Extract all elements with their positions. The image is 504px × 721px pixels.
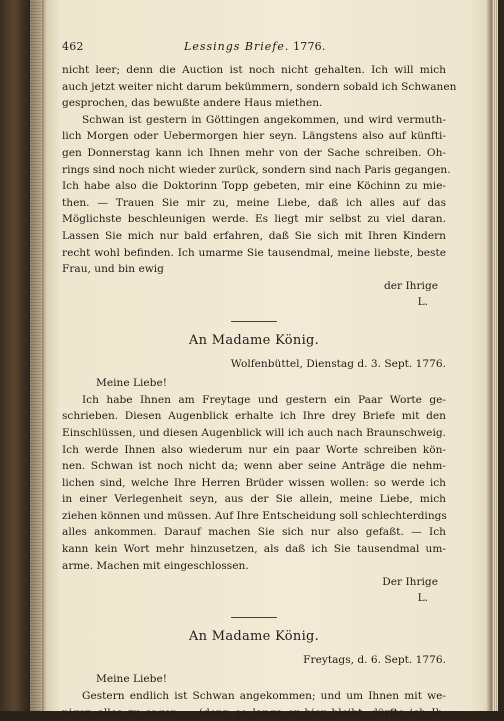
section-divider (231, 617, 277, 618)
text-line: arme. Machen mit eingeschlossen. (62, 559, 249, 572)
text-line: rings sind noch nicht wieder zurück, sondern sind nach Paris gegangen. (62, 163, 451, 176)
text-line: auch jetzt weiter nicht darum bekümmern, sondern sobald ich Schwanen (62, 80, 457, 93)
letter-heading: An Madame König. (188, 629, 320, 645)
letter-1-text (62, 62, 457, 278)
book-page (62, 40, 457, 719)
text-line: nen. Schwan ist noch nicht da; wenn aber seine Anträge die nehm- (62, 460, 446, 473)
signature-initial: L. (417, 592, 428, 605)
text-line: Möglichste beschleunigen werde. Es liegt mir selbst zu viel daran. (62, 213, 446, 226)
letter-3-text (62, 688, 446, 721)
text-line: nigen alles zu sagen — (denn so lange er hier bleibt, dürfte ich Ih- (62, 706, 446, 719)
text-line: gesprochen, das bewußte andere Haus miethen. (62, 97, 323, 110)
text-line: lichen sind, welche Ihre Herren Brüder wissen wollen: so werde ich (62, 476, 446, 489)
dateline: Wolfenbüttel, Dienstag d. 3. Sept. 1776. (230, 357, 446, 370)
text-line: in einer Verlegenheit seyn, aus der Sie allein, meine Liebe, mich (62, 493, 446, 506)
section-divider (231, 321, 277, 322)
signature-initial: L. (417, 295, 428, 308)
text-line: then. — Trauen Sie mir zu, meine Liebe, daß ich alles auf das (62, 196, 446, 209)
text-line: Frau, und bin ewig (62, 263, 164, 276)
text-line: Ich habe Ihnen am Freytage und gestern ein Paar Worte ge- (82, 393, 446, 406)
text-line: Schwan ist gestern in Göttingen angekommen, und wird vermuth- (82, 113, 446, 126)
running-title (184, 40, 326, 53)
dateline: Freytags, d. 6. Sept. 1776. (303, 654, 446, 667)
page-edge (492, 0, 498, 711)
text-line: alles ankommen. Darauf machen Sie sich nur also gefaßt. — Ich (62, 526, 446, 539)
text-line: recht wohl befinden. Ich umarme Sie tausendmal, meine liebste, beste (62, 246, 446, 259)
text-line: kann kein Wort mehr hinzusetzen, als daß ich Sie tausendmal um- (62, 543, 446, 556)
text-line: Einschlüssen, und diesen Augenblick will ich auch nach Braunschweig. (62, 426, 446, 439)
text-line: Lassen Sie mich nur bald erfahren, daß Sie sich mit Ihren Kindern (62, 229, 446, 242)
text-line: ziehen können und müssen. Auf Ihre Entscheidung soll schlechterdings (62, 509, 447, 522)
closing: Der Ihrige (382, 576, 438, 589)
book-spine-edge (30, 0, 42, 711)
salutation: Meine Liebe! (96, 376, 167, 389)
running-head (62, 40, 446, 62)
text-line: schrieben. Diesen Augenblick erhalte ich Ihre drey Briefe mit den (62, 410, 446, 423)
book-title: Lessings Briefe. (184, 40, 290, 53)
text-line: Gestern endlich ist Schwan angekommen; und um Ihnen mit we- (82, 690, 446, 703)
closing: der Ihrige (384, 279, 438, 292)
letter-2-text (62, 392, 446, 575)
text-line: lich Morgen oder Uebermorgen hier seyn. Längstens also auf künfti- (62, 130, 446, 143)
text-line: Ich werde Ihnen also wiederum nur ein paar Worte schreiben kön- (62, 443, 446, 456)
text-line: Ich habe also die Doktorinn Topp gebeten, mir eine Köchinn zu mie- (62, 180, 446, 193)
salutation: Meine Liebe! (96, 673, 167, 686)
letter-heading: An Madame König. (188, 332, 320, 348)
text-line: nicht leer; denn die Auction ist noch nicht gehalten. Ich will mich (62, 64, 446, 76)
page-number: 462 (62, 40, 84, 53)
text-line: gen Donnerstag kann ich Ihnen mehr von der Sache schreiben. Oh- (62, 146, 446, 159)
year: 1776. (293, 40, 326, 53)
